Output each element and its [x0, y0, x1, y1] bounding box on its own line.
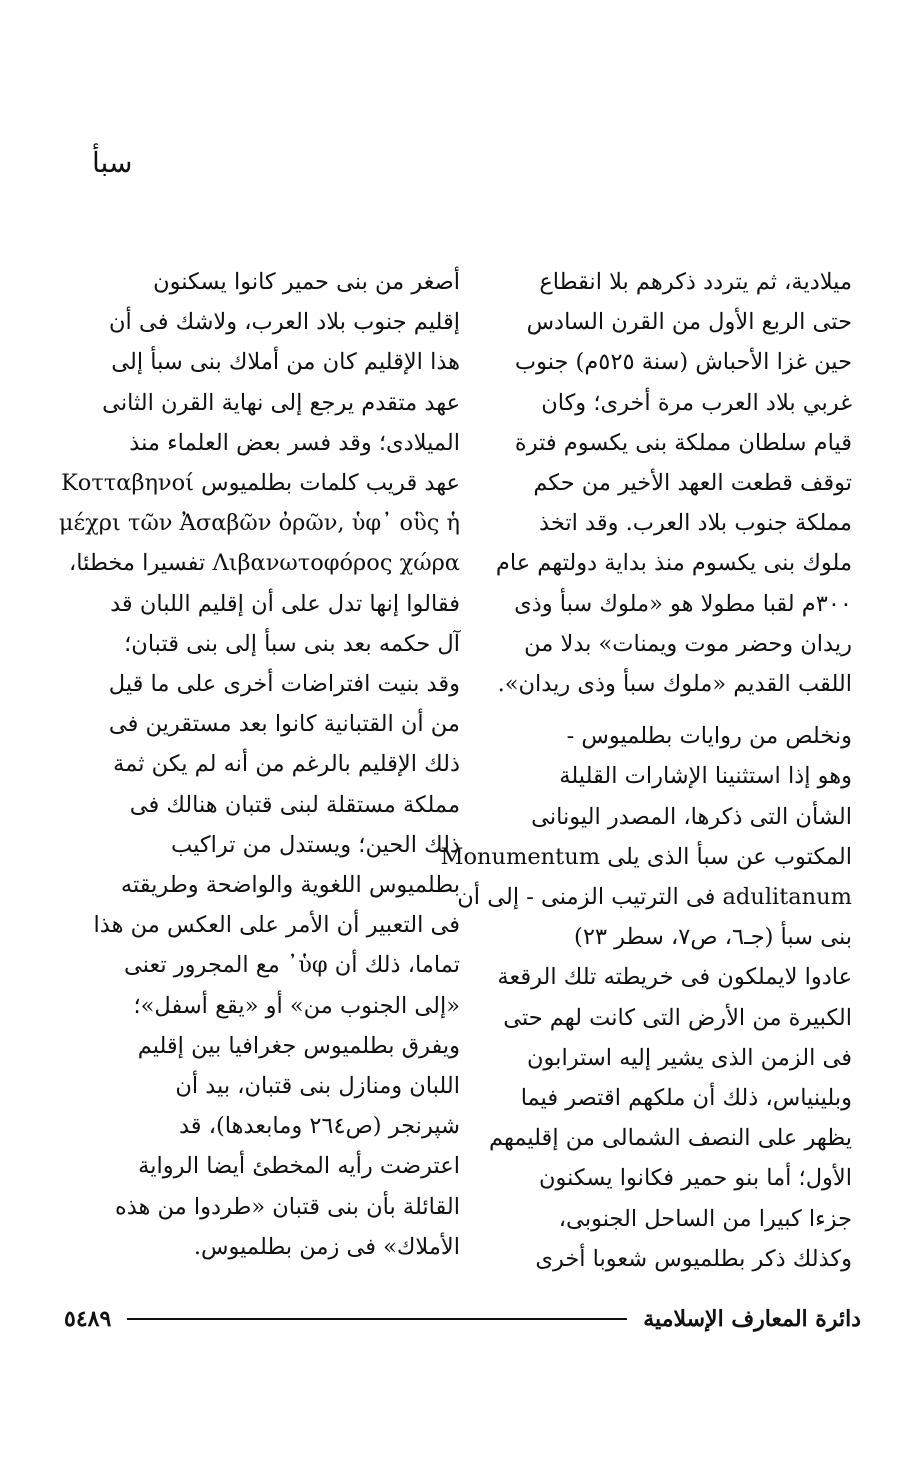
text-line: حتى الربع الأول من القرن السادس: [526, 309, 852, 336]
text-line: عادوا لايملكون فى خريطته تلك الرقعة: [497, 964, 852, 991]
text-line: الميلادى؛ وقد فسر بعض العلماء منذ: [129, 429, 460, 456]
text-line: ميلادية، ثم يتردد ذكرهم بلا انقطاع: [539, 269, 852, 295]
text-line: الأول؛ أما بنو حمير فكانوا يسكنون: [538, 1165, 852, 1192]
text-line: مملكة مستقلة لبنى قتبان هنالك فى: [129, 791, 460, 818]
paragraph: [488, 262, 852, 704]
text-line: هذا الإقليم كان من أملاك بنى سبأ إلى: [111, 349, 460, 376]
text-line: تماما، ذلك أن ὑφ᾽ مع المجرور تعنى: [124, 952, 460, 979]
text-line: ريدان وحضر موت ويمنات» بدلا من: [524, 630, 852, 657]
page-header-title: سبأ: [92, 146, 133, 179]
text-line: الكبيرة من الأرض التى كانت لهم حتى: [503, 1004, 852, 1031]
text-line: عهد قريب كلمات بطلميوس Κοτταβηνοί: [61, 470, 460, 497]
left-text-column: [58, 262, 460, 1267]
text-line: اللقب القديم «ملوك سبأ وذى ريدان».: [497, 671, 852, 698]
text-line: ونخلص من روايات بطلميوس -: [566, 723, 852, 750]
text-line: فى التعبير أن الأمر على العكس من هذا: [93, 912, 460, 939]
text-line: adulitanum فى الترتيب الزمنى - إلى أن: [457, 884, 852, 911]
text-line: Λιβανωτοφόρος χώρα تفسيرا مخطئا،: [69, 550, 460, 577]
publication-title: دائرة المعارف الإسلامية: [643, 1306, 861, 1332]
text-line: الشأن التى ذكرها، المصدر اليونانى: [531, 803, 852, 830]
text-line: فى الزمن الذى يشير إليه استرابون: [527, 1044, 852, 1071]
text-line: اللبان ومنازل بنى قتبان، بيد أن: [175, 1073, 460, 1100]
text-line: اعترضت رأيه المخطئ أيضا الرواية: [138, 1153, 460, 1180]
text-line: ذلك الحين؛ ويستدل من تراكيب: [171, 831, 460, 858]
text-line: يظهر على النصف الشمالى من إقليمهم: [488, 1125, 852, 1152]
text-line: ٣٠٠م لقبا مطولا هو «ملوك سبأ وذى: [514, 590, 852, 617]
text-line: إقليم جنوب بلاد العرب، ولاشك فى أن: [109, 309, 460, 336]
text-line: ذلك الإقليم بالرغم من أنه لم يكن ثمة: [113, 751, 460, 778]
text-line: ملوك بنى يكسوم منذ بداية دولتهم عام: [495, 550, 852, 577]
text-line: توقف قطعت العهد الأخير من حكم: [533, 470, 852, 497]
text-line: وكذلك ذكر بطلميوس شعوبا أخرى: [535, 1245, 852, 1272]
text-line: فقالوا إنها تدل على أن إقليم اللبان قد: [110, 590, 460, 617]
text-line: آل حكمه بعد بنى سبأ إلى بنى قتبان؛: [124, 630, 460, 657]
paragraph: [440, 716, 852, 1279]
text-line: بنى سبأ (جـ٦، ص٧، سطر ٢٣): [574, 924, 852, 951]
text-line: وهو إذا استثنينا الإشارات القليلة: [559, 763, 852, 790]
right-text-column: [440, 262, 852, 1279]
text-line: الأملاك» فى زمن بطلميوس.: [193, 1233, 460, 1260]
paragraph: [58, 262, 460, 1267]
footer-rule: [127, 1318, 627, 1320]
text-line: عهد متقدم يرجع إلى نهاية القرن الثانى: [102, 389, 460, 416]
text-line: من أن القتبانية كانوا بعد مستقرين فى: [108, 711, 460, 738]
page-number: ٥٤٨٩: [64, 1306, 112, 1332]
text-line: جزءا كبيرا من الساحل الجنوبى،: [558, 1205, 852, 1232]
text-line: أصغر من بنى حمير كانوا يسكنون: [153, 269, 460, 295]
page-footer: [64, 1306, 861, 1332]
text-line: المكتوب عن سبأ الذى يلى Monumentum: [440, 843, 852, 870]
text-line: القائلة بأن بنى قتبان «طردوا من هذه: [114, 1193, 460, 1220]
text-line: شپرنجر (ص٢٦٤ ومابعدها)، قد: [179, 1113, 460, 1140]
text-line: وقد بنيت افتراضات أخرى على ما قيل: [108, 671, 460, 698]
text-line: وبلينياس، ذلك أن ملكهم اقتصر فيما: [520, 1085, 852, 1112]
text-line: غربي بلاد العرب مرة أخرى؛ وكان: [541, 389, 852, 416]
text-line: مملكة جنوب بلاد العرب. وقد اتخذ: [539, 510, 852, 537]
text-line: بطلميوس اللغوية والواضحة وطريقته: [120, 872, 460, 899]
text-line: ويفرق بطلميوس جغرافيا بين إقليم: [137, 1032, 460, 1059]
text-line: قيام سلطان مملكة بنى يكسوم فترة: [514, 429, 852, 456]
text-line: حين غزا الأحباش (سنة ٥٢٥م) جنوب: [514, 349, 852, 376]
text-line: μέχρι τῶν Ἀσαβῶν ὀρῶν, ὑφ᾽ οὓς ἡ: [58, 510, 460, 537]
text-line: «إلى الجنوب من» أو «يقع أسفل»؛: [133, 992, 460, 1019]
